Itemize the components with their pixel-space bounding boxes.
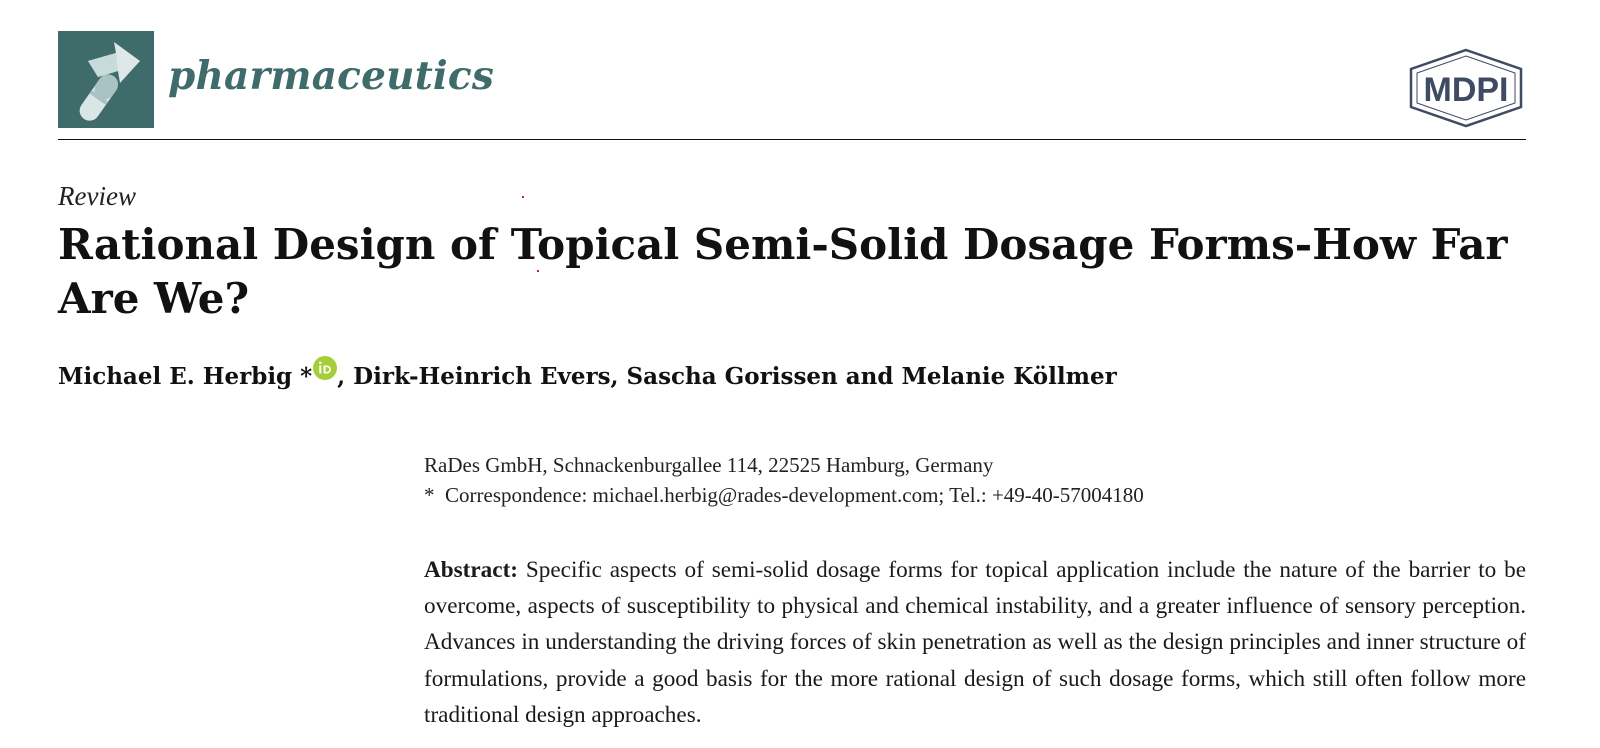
header-divider bbox=[58, 139, 1526, 140]
red-dot-mark bbox=[522, 196, 524, 198]
author-rest: , Dirk-Heinrich Evers, Sascha Gorissen and Melanie Köllmer bbox=[337, 363, 1117, 390]
article-type: Review bbox=[58, 181, 136, 211]
abstract-text: Specific aspects of semi-solid dosage forms for topical application include the nature of the barrier to be overcome, aspects of susceptibility to physical and chemical instability, and a greater influence of sensory perception. Advances in understanding the driving forces of skin penetration as well as the design principles and inner structure of formulations, provide a good basis for the more rational design of such dosage forms, which still often follow more traditional design approaches. bbox=[424, 557, 1527, 728]
journal-header bbox=[58, 31, 1526, 139]
correspondence-marker: * bbox=[424, 483, 435, 507]
affiliation: RaDes GmbH, Schnackenburgallee 114, 22525 Hamburg, Germany bbox=[424, 453, 994, 477]
author-list bbox=[58, 356, 1117, 390]
abstract-label: Abstract: bbox=[424, 557, 519, 583]
red-dot-mark bbox=[537, 270, 539, 272]
correspondence bbox=[424, 483, 1144, 508]
abstract bbox=[424, 552, 1526, 733]
orcid-icon[interactable] bbox=[313, 356, 337, 380]
journal-name: pharmaceutics bbox=[168, 53, 495, 99]
mdpi-logo bbox=[1406, 47, 1526, 129]
correspondence-text: Correspondence: michael.herbig@rades-development.com; Tel.: +49-40-57004180 bbox=[445, 483, 1144, 507]
svg-text:MDPI: MDPI bbox=[1423, 71, 1509, 109]
author-first: Michael E. Herbig * bbox=[58, 363, 313, 390]
article-title: Rational Design of Topical Semi-Solid Dosage Forms-How Far Are We? bbox=[58, 220, 1508, 323]
pill-arrow-icon bbox=[58, 31, 154, 128]
